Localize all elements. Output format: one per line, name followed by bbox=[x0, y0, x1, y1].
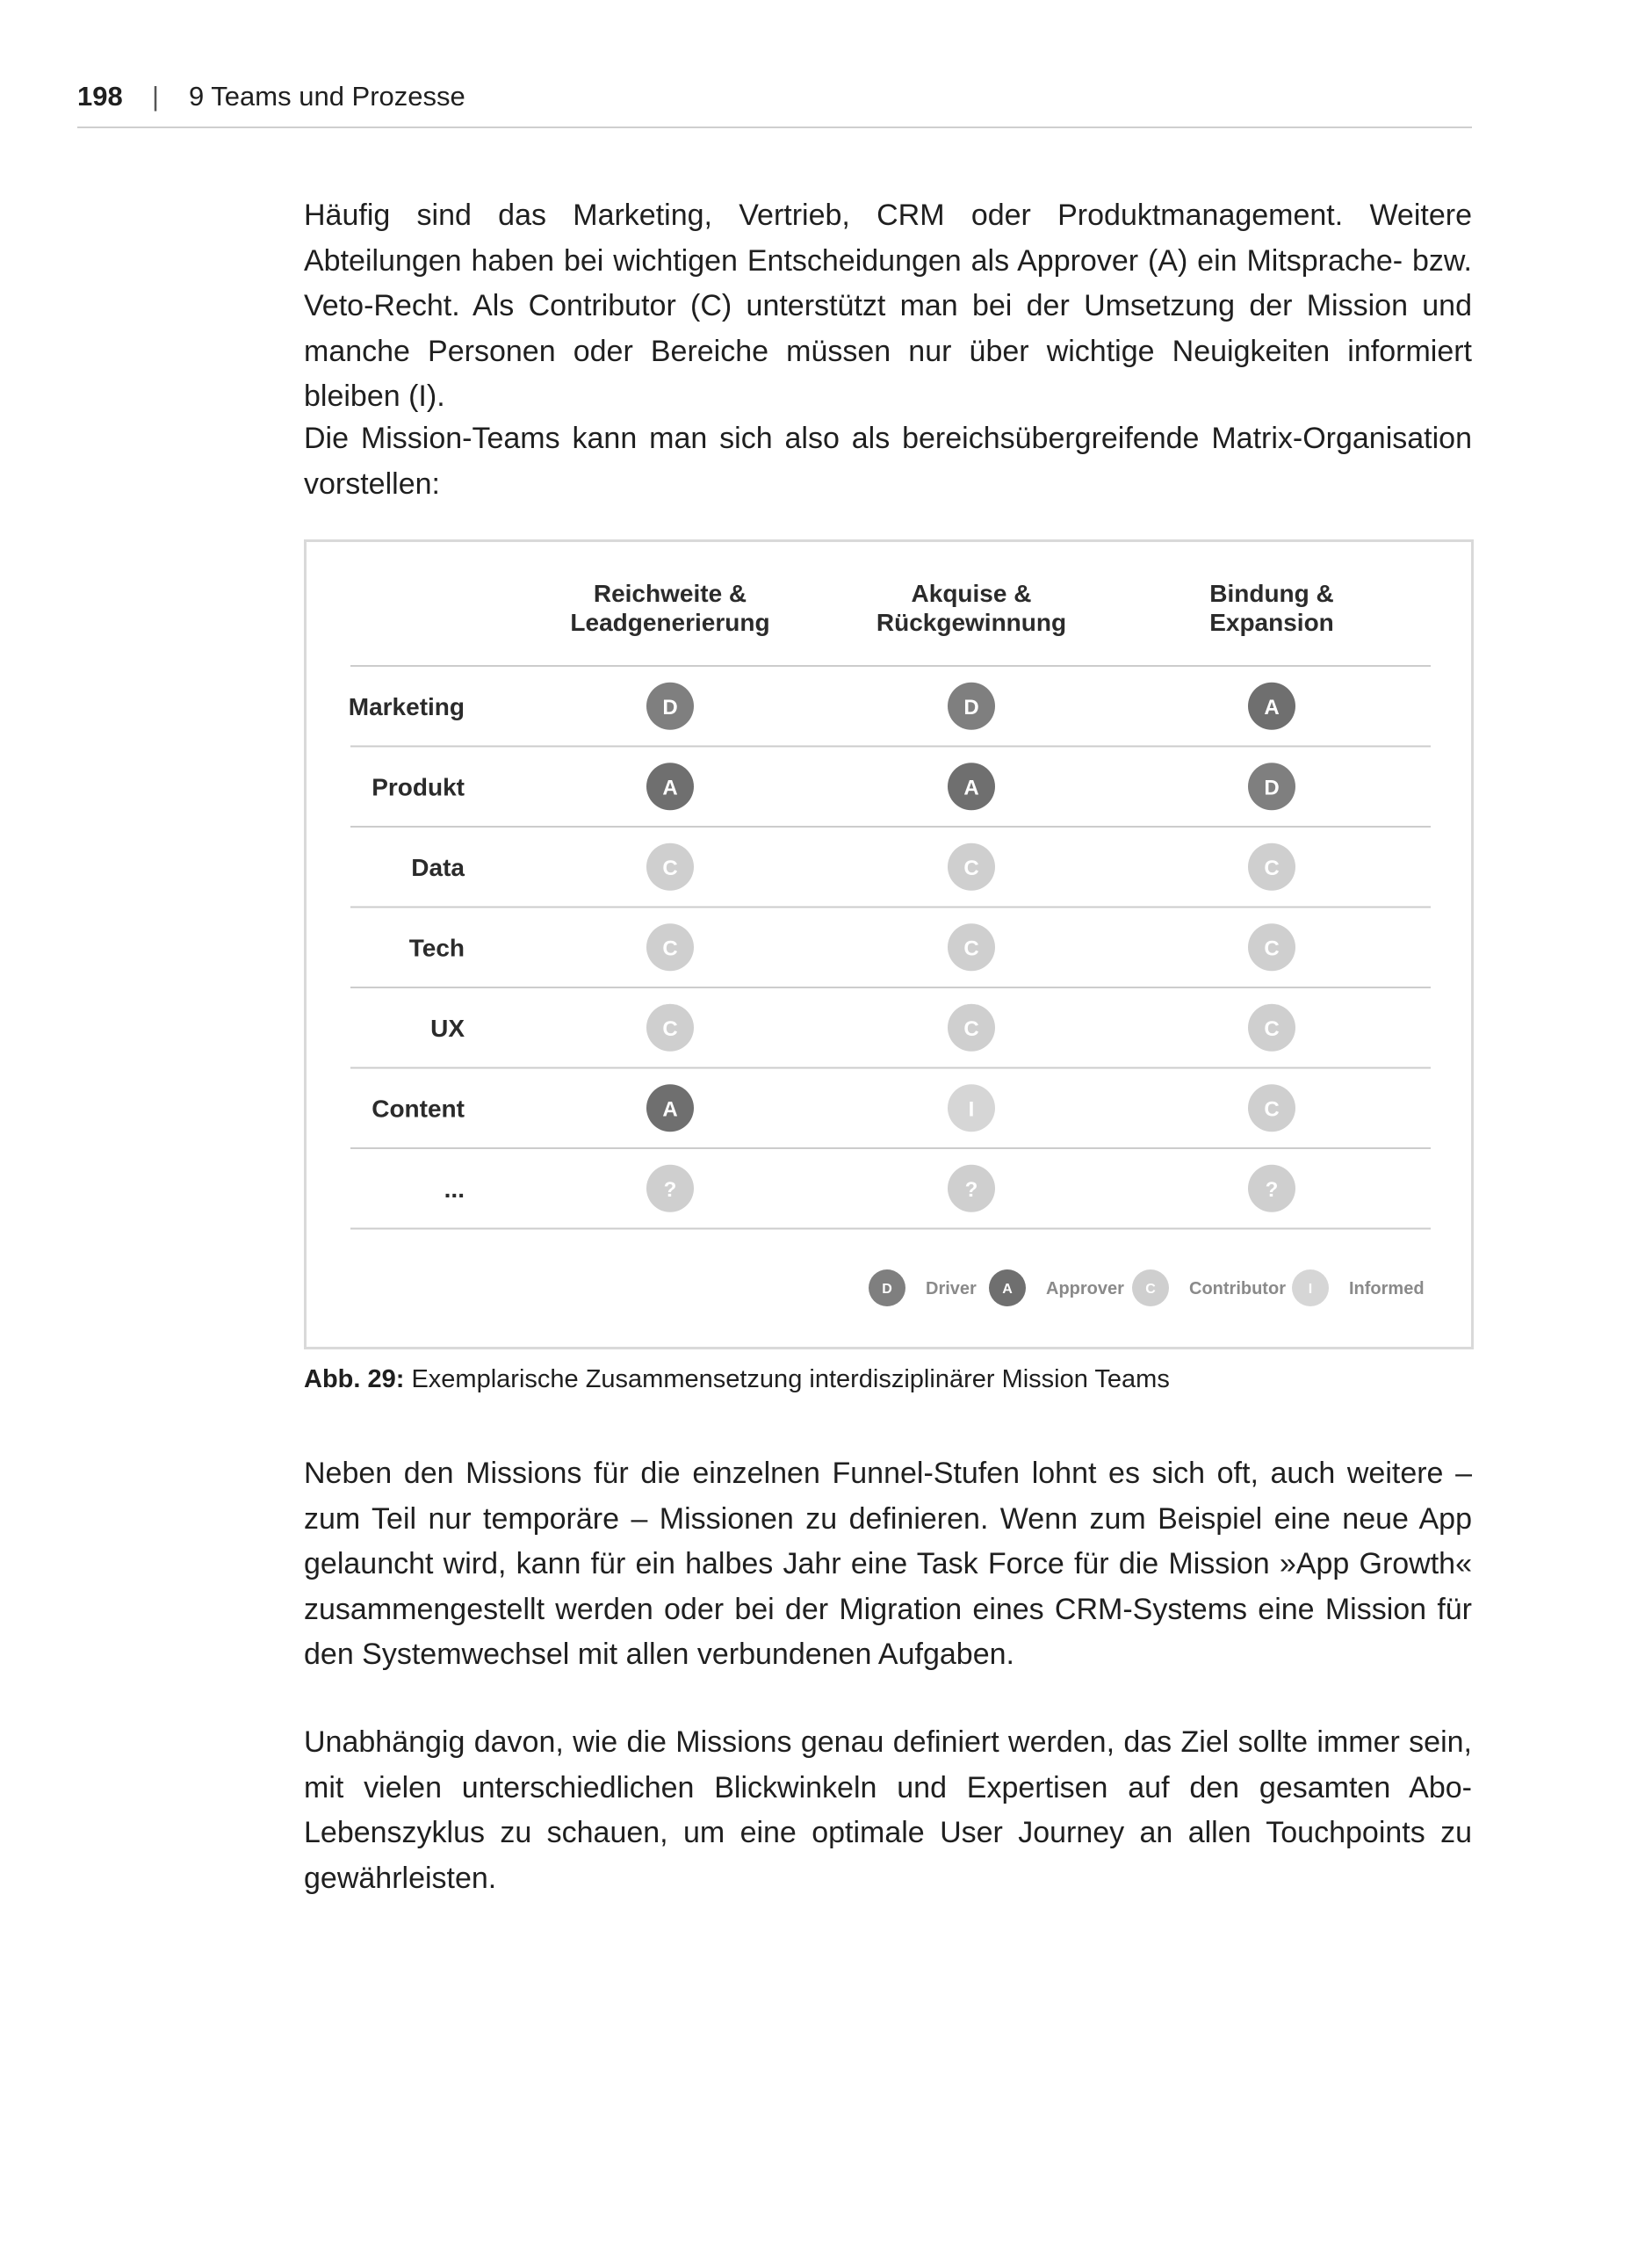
row-label: ... bbox=[444, 1175, 465, 1203]
legend-label: Informed bbox=[1349, 1279, 1425, 1298]
role-badge-letter: C bbox=[662, 936, 678, 961]
column-header: Akquise & bbox=[911, 580, 1032, 607]
role-badge-letter: C bbox=[1264, 936, 1280, 961]
legend-label: Contributor bbox=[1189, 1279, 1286, 1298]
legend-label: Driver bbox=[926, 1279, 977, 1298]
legend-badge-letter: C bbox=[1145, 1282, 1156, 1297]
paragraph-roles: Häufig sind das Marketing, Vertrieb, CRM oder Produktmanagement. Weitere Abteilungen haben bei wichtigen Entscheidungen als Approver (A) ein Mitsprache- bzw. Veto-Recht. Als Contributor (C) unterstützt man bei der Umsetzung der Mission und manche Personen oder Bereiche müssen nur über wichtige Neuigkeiten informiert bleiben (I). bbox=[304, 199, 1472, 413]
raci-matrix-figure bbox=[304, 539, 1474, 1349]
column-header: Rückgewinnung bbox=[876, 609, 1067, 636]
role-badge-letter: C bbox=[662, 856, 678, 880]
role-badge-letter: C bbox=[1264, 1016, 1280, 1041]
page-number: 198 bbox=[77, 81, 123, 112]
role-badge-letter: D bbox=[1264, 776, 1280, 800]
role-badge-letter: C bbox=[963, 936, 979, 961]
page-header bbox=[77, 81, 1472, 128]
role-badge-letter: C bbox=[963, 856, 979, 880]
header-separator: | bbox=[152, 81, 160, 112]
caption-text: Exemplarische Zusammensetzung interdisziplinärer Mission Teams bbox=[404, 1365, 1170, 1393]
row-label: Content bbox=[372, 1095, 465, 1123]
role-badge-letter: A bbox=[662, 776, 678, 800]
paragraph-matrix-intro: Die Mission-Teams kann man sich also als bereichsübergreifende Matrix-Organisation vorstellen: bbox=[304, 422, 1472, 501]
row-label: Marketing bbox=[348, 692, 465, 720]
role-badge-letter: ? bbox=[1265, 1177, 1279, 1202]
role-badge-letter: ? bbox=[964, 1177, 978, 1202]
chapter-title: 9 Teams und Prozesse bbox=[189, 81, 465, 112]
row-label: Produkt bbox=[372, 773, 465, 801]
role-badge-letter: C bbox=[1264, 856, 1280, 880]
legend-badge-letter: I bbox=[1308, 1282, 1313, 1297]
role-badge-letter: C bbox=[662, 1016, 678, 1041]
caption-label: Abb. 29: bbox=[304, 1365, 405, 1393]
legend-badge-letter: D bbox=[882, 1282, 892, 1297]
role-badge-letter: D bbox=[662, 695, 678, 720]
paragraph-additional-missions: Neben den Missions für die einzelnen Funnel-Stufen lohnt es sich oft, auch weitere – zum Teil nur temporäre – Missionen zu definieren. Wenn zum Beispiel eine neue App gelauncht wird, kann für ein halbes Jahr eine Task Force für die Mission »App Growth« zusammengestellt werden oder bei der Migration eines CRM-Systems eine Mission für den Systemwechsel mit allen verbundenen Aufgaben. bbox=[304, 1457, 1472, 1671]
column-header: Expansion bbox=[1209, 609, 1334, 636]
role-badge-letter: D bbox=[963, 695, 979, 720]
role-badge-letter: C bbox=[963, 1016, 979, 1041]
figure-caption bbox=[304, 1365, 1170, 1394]
role-badge-letter: I bbox=[968, 1097, 975, 1122]
legend-badge-letter: A bbox=[1002, 1282, 1013, 1297]
column-header: Leadgenerierung bbox=[570, 609, 770, 636]
role-badge-letter: A bbox=[1264, 695, 1280, 720]
role-badge-letter: C bbox=[1264, 1097, 1280, 1122]
role-badge-letter: A bbox=[963, 776, 979, 800]
row-label: Data bbox=[411, 853, 465, 881]
row-label: UX bbox=[430, 1014, 465, 1042]
role-badge-letter: A bbox=[662, 1097, 678, 1122]
raci-matrix bbox=[307, 542, 1476, 1352]
legend-label: Approver bbox=[1046, 1279, 1124, 1298]
column-header: Bindung & bbox=[1209, 580, 1334, 607]
row-label: Tech bbox=[408, 934, 465, 962]
column-header: Reichweite & bbox=[593, 580, 747, 607]
role-badge-letter: ? bbox=[663, 1177, 677, 1202]
paragraph-goal: Unabhängig davon, wie die Missions genau definiert werden, das Ziel sollte immer sein, mit vielen unterschiedlichen Blickwinkeln und Expertisen auf den gesamten Abo-Lebenszyklus zu schauen, um eine optimale User Journey an allen Touchpoints zu gewährleisten. bbox=[304, 1725, 1472, 1895]
